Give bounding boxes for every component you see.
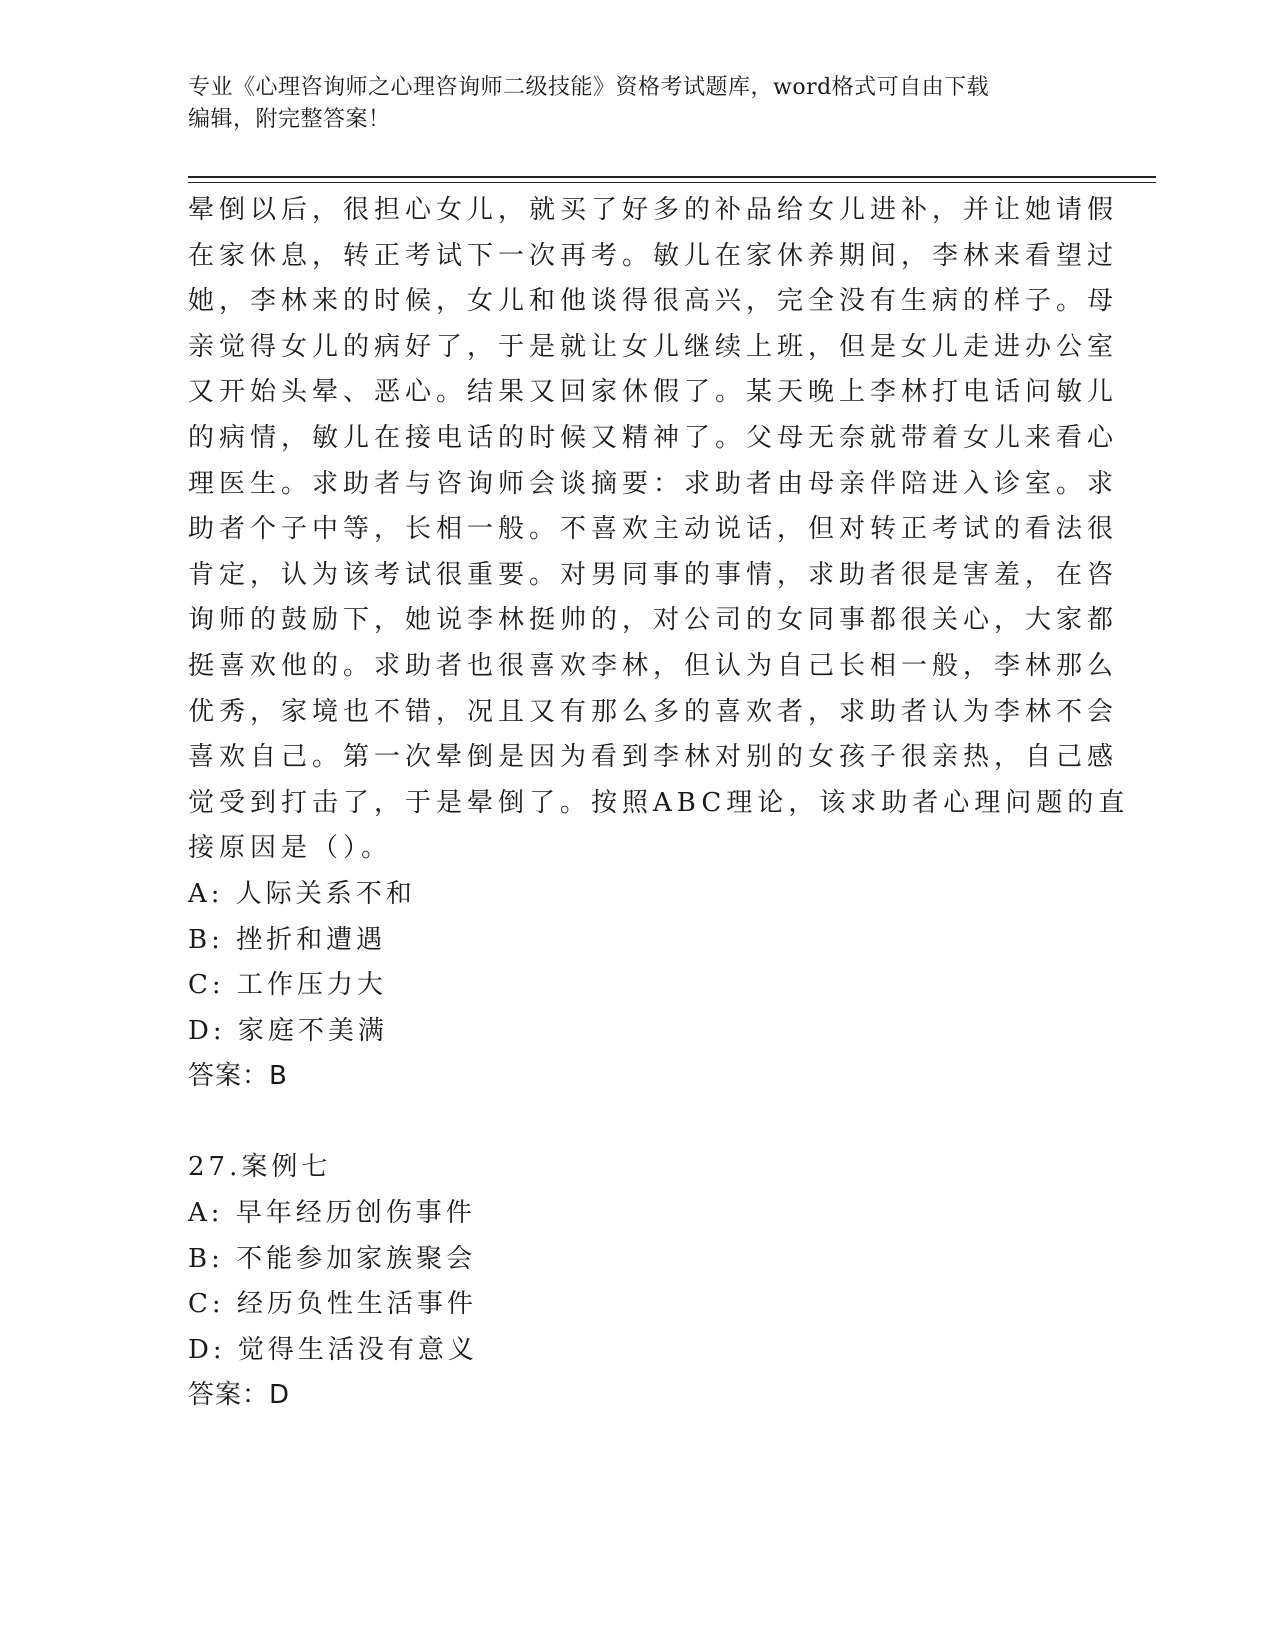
question-1-answer: 答案：B [188, 1061, 288, 1092]
passage-line: 助者个子中等，长相一般。不喜欢主动说话，但对转正考试的看法很 [188, 514, 1119, 545]
passage-line: 接原因是（）。 [188, 833, 393, 864]
passage-line: 觉受到打击了，于是晕倒了。按照ABC理论，该求助者心理问题的直 [188, 787, 1130, 818]
passage-line: 的病情，敏儿在接电话的时候又精神了。父母无奈就带着女儿来看心 [188, 422, 1119, 453]
spacer [188, 1100, 1068, 1146]
header-divider-thick [188, 176, 1156, 178]
passage-line: 在家休息，转正考试下一次再考。敏儿在家休养期间，李林来看望过 [188, 240, 1119, 271]
passage-line: 肯定，认为该考试很重要。对男同事的事情，求助者很是害羞，在咨 [188, 559, 1119, 590]
passage-line: 询师的鼓励下，她说李林挺帅的，对公司的女同事都很关心，大家都 [188, 605, 1119, 636]
option-b: B: 挫折和遭遇 [188, 924, 387, 955]
question-2 [188, 1145, 1068, 1419]
option-c: C: 经历负性生活事件 [188, 1289, 477, 1320]
passage-line: 她，李林来的时候，女儿和他谈得很高兴，完全没有生病的样子。母 [188, 286, 1119, 317]
passage-line: 理医生。求助者与咨询师会谈摘要：求助者由母亲伴陪进入诊室。求 [188, 468, 1119, 499]
header-line-2: 编辑，附完整答案！ [188, 107, 391, 132]
page-header [188, 72, 1068, 136]
document-body [188, 188, 1130, 1419]
option-a: A: 人际关系不和 [188, 878, 416, 909]
case-passage [188, 188, 1130, 872]
passage-line: 又开始头晕、恶心。结果又回家休假了。某天晚上李林打电话问敏儿 [188, 377, 1119, 408]
question-1-options [188, 872, 1068, 1054]
question-2-title: 27.案例七 [188, 1152, 332, 1183]
passage-line: 晕倒以后，很担心女儿，就买了好多的补品给女儿进补，并让她请假 [188, 195, 1119, 225]
option-c: C: 工作压力大 [188, 970, 387, 1001]
header-line-1: 专业《心理咨询师之心理咨询师二级技能》资格考试题库，word格式可自由下载 [188, 75, 990, 100]
option-a: A: 早年经历创伤事件 [188, 1198, 476, 1229]
option-d: D: 家庭不美满 [188, 1015, 388, 1046]
passage-line: 喜欢自己。第一次晕倒是因为看到李林对别的女孩子很亲热，自己感 [188, 742, 1119, 773]
passage-line: 亲觉得女儿的病好了，于是就让女儿继续上班，但是女儿走进办公室 [188, 331, 1119, 362]
header-divider-thin [188, 182, 1156, 183]
passage-line: 优秀，家境也不错，况且又有那么多的喜欢者，求助者认为李林不会 [188, 696, 1119, 727]
option-d: D: 觉得生活没有意义 [188, 1334, 478, 1365]
option-b: B: 不能参加家族聚会 [188, 1243, 477, 1274]
passage-line: 挺喜欢他的。求助者也很喜欢李林，但认为自己长相一般，李林那么 [188, 650, 1119, 681]
question-2-answer: 答案：D [188, 1380, 291, 1411]
